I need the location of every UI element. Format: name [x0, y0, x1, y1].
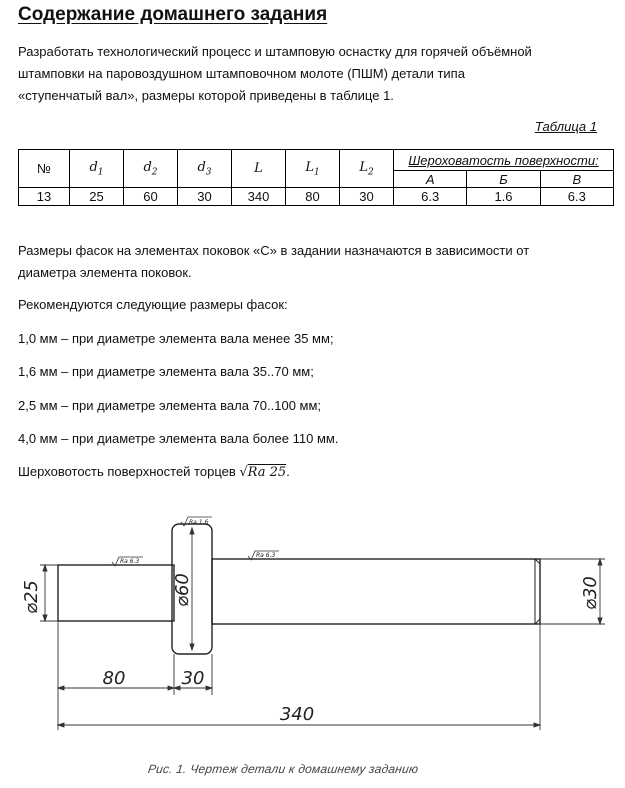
dimensions-table [18, 149, 614, 206]
page-title: Содержание домашнего задания [18, 4, 328, 25]
header-L2: $L_2$ [340, 150, 394, 188]
shaft-drawing [0, 500, 625, 760]
cell-L2: 30 [340, 188, 394, 206]
header-roughness-a: А [394, 171, 467, 188]
length-total-label: 340 [279, 704, 315, 725]
header-number: № [19, 150, 70, 188]
intro-line: «ступенчатый вал», размеры которой приведены в таблице 1. [18, 88, 394, 103]
roughness-right-label: Ra 6.3 [256, 552, 276, 559]
diameter-left-label: ⌀25 [21, 580, 42, 614]
end-roughness-value: Ra 25 [247, 465, 287, 480]
cell-roughness-b: 1.6 [467, 188, 540, 206]
sqrt-icon: √ [239, 465, 248, 480]
header-d1: $d_1$ [70, 150, 124, 188]
header-roughness: Шероховатость поверхности: [394, 150, 614, 171]
intro-line: штамповки на паровоздушном штамповочном молоте (ПШМ) детали типа [18, 66, 465, 81]
chamfer-item: 1,0 мм – при диаметре элемента вала менее 35 мм; [18, 331, 334, 346]
cell-L1: 80 [286, 188, 340, 206]
chamfer-item: 1,6 мм – при диаметре элемента вала 35..70 мм; [18, 364, 314, 379]
roughness-mid-label: Ra 1.6 [189, 519, 209, 526]
task-description [18, 41, 608, 107]
header-roughness-v: В [540, 171, 613, 188]
chamfer-item: 4,0 мм – при диаметре элемента вала более 110 мм. [18, 431, 339, 446]
header-d3: $d_3$ [178, 150, 232, 188]
header-L: L [232, 150, 286, 188]
table-header-row [19, 150, 614, 171]
shaft-right-step [212, 559, 540, 624]
cell-d3: 30 [178, 188, 232, 206]
chamfer-line: диаметра элемента поковок. [18, 265, 192, 280]
table-row [19, 188, 614, 206]
cell-d2: 60 [124, 188, 178, 206]
length-l2-label: 30 [181, 668, 205, 689]
end-roughness-text: Шерховотость поверхностей торцев √Ra 25. [18, 464, 290, 480]
length-l1-label: 80 [102, 668, 126, 689]
cell-roughness-a: 6.3 [394, 188, 467, 206]
intro-line: Разработать технологический процесс и штамповую оснастку для горячей объёмной [18, 44, 532, 59]
chamfer-paragraph [18, 240, 608, 284]
header-roughness-b: Б [467, 171, 540, 188]
header-L1: $L_1$ [286, 150, 340, 188]
chamfer-line: Размеры фасок на элементах поковок «С» в задании назначаются в зависимости от [18, 243, 530, 258]
table-caption: Таблица 1 [534, 119, 597, 134]
cell-d1: 25 [70, 188, 124, 206]
diameter-right-label: ⌀30 [580, 576, 601, 610]
shaft-left-step [58, 565, 174, 621]
header-d2: $d_2$ [124, 150, 178, 188]
cell-number: 13 [19, 188, 70, 206]
roughness-left-label: Ra 6.3 [120, 558, 140, 565]
cell-roughness-v: 6.3 [540, 188, 613, 206]
recommend-text: Рекомендуются следующие размеры фасок: [18, 297, 288, 312]
cell-L: 340 [232, 188, 286, 206]
diameter-mid-label: ⌀60 [172, 573, 193, 607]
chamfer-item: 2,5 мм – при диаметре элемента вала 70..100 мм; [18, 398, 322, 413]
figure-caption: Рис. 1. Чертеж детали к домашнему заданию [147, 762, 420, 776]
